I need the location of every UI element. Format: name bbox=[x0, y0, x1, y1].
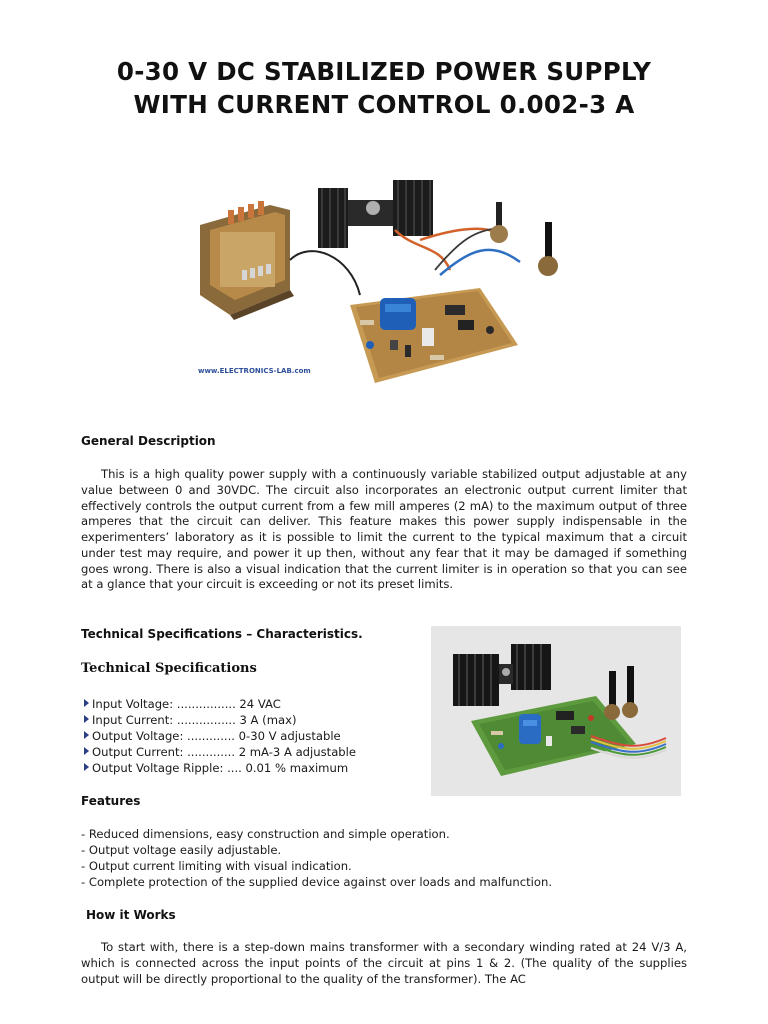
title-line-2: WITH CURRENT CONTROL 0.002-3 A bbox=[133, 90, 635, 119]
feature-item: - Output current limiting with visual indication. bbox=[81, 859, 352, 873]
assembled-pcb-photo bbox=[431, 626, 681, 796]
bullet-arrow-icon bbox=[84, 747, 89, 755]
power-supply-kit-photo bbox=[190, 170, 580, 390]
spec-item: Input Current: ................ 3 A (max) bbox=[84, 712, 356, 728]
spec-item: Output Voltage: ............. 0-30 V adjustable bbox=[84, 728, 356, 744]
bullet-arrow-icon bbox=[84, 699, 89, 707]
spec-item: Output Current: ............. 2 mA-3 A adjustable bbox=[84, 744, 356, 760]
feature-item: - Output voltage easily adjustable. bbox=[81, 843, 282, 857]
document-title bbox=[40, 55, 728, 121]
title-line-1: 0-30 V DC STABILIZED POWER SUPPLY bbox=[116, 57, 652, 86]
how-it-works-text: To start with, there is a step-down mains transformer with a secondary winding rated at 24 V/3 A, which is connected across the input points of the circuit at pins 1 & 2. (The quality of the supplies output will be directly proportional to the quality of the transformer). The AC bbox=[81, 940, 687, 986]
bullet-arrow-icon bbox=[84, 731, 89, 739]
feature-item: - Reduced dimensions, easy construction and simple operation. bbox=[81, 827, 450, 841]
bullet-arrow-icon bbox=[84, 763, 89, 771]
features-list bbox=[81, 826, 552, 890]
features-heading: Features bbox=[81, 794, 141, 808]
feature-item: - Complete protection of the supplied device against over loads and malfunction. bbox=[81, 875, 553, 889]
tech-specs-heading: Technical Specifications – Characteristics. bbox=[81, 627, 363, 641]
general-description-heading: General Description bbox=[81, 434, 216, 448]
general-description-text: This is a high quality power supply with a continuously variable stabilized output adjustable at any value between 0 and 30VDC. The circuit also incorporates an electronic output current limiter that effectively controls the output current from a few mill amperes (2 mA) to the maximum output of three amperes that the circuit can deliver. This feature makes this power supply indispensable in the experimenters’ laboratory as it is possible to limit the current to the typical maximum that a circuit under test may require, and power it up then, without any fear that it may be damaged if something goes wrong. There is also a visual indication that the current limiter is in operation so that you can see at a glance that your circuit is exceeding or not its preset limits. bbox=[81, 467, 687, 592]
spec-item: Input Voltage: ................ 24 VAC bbox=[84, 696, 356, 712]
electronics-lab-logo: www.ELECTRONICS-LAB.com bbox=[198, 367, 311, 375]
tech-specs-subheading: Technical Specifications bbox=[81, 661, 257, 676]
tech-specs-list bbox=[84, 696, 356, 776]
how-it-works-heading: How it Works bbox=[86, 908, 176, 922]
spec-item: Output Voltage Ripple: .... 0.01 % maximum bbox=[84, 760, 356, 776]
bullet-arrow-icon bbox=[84, 715, 89, 723]
